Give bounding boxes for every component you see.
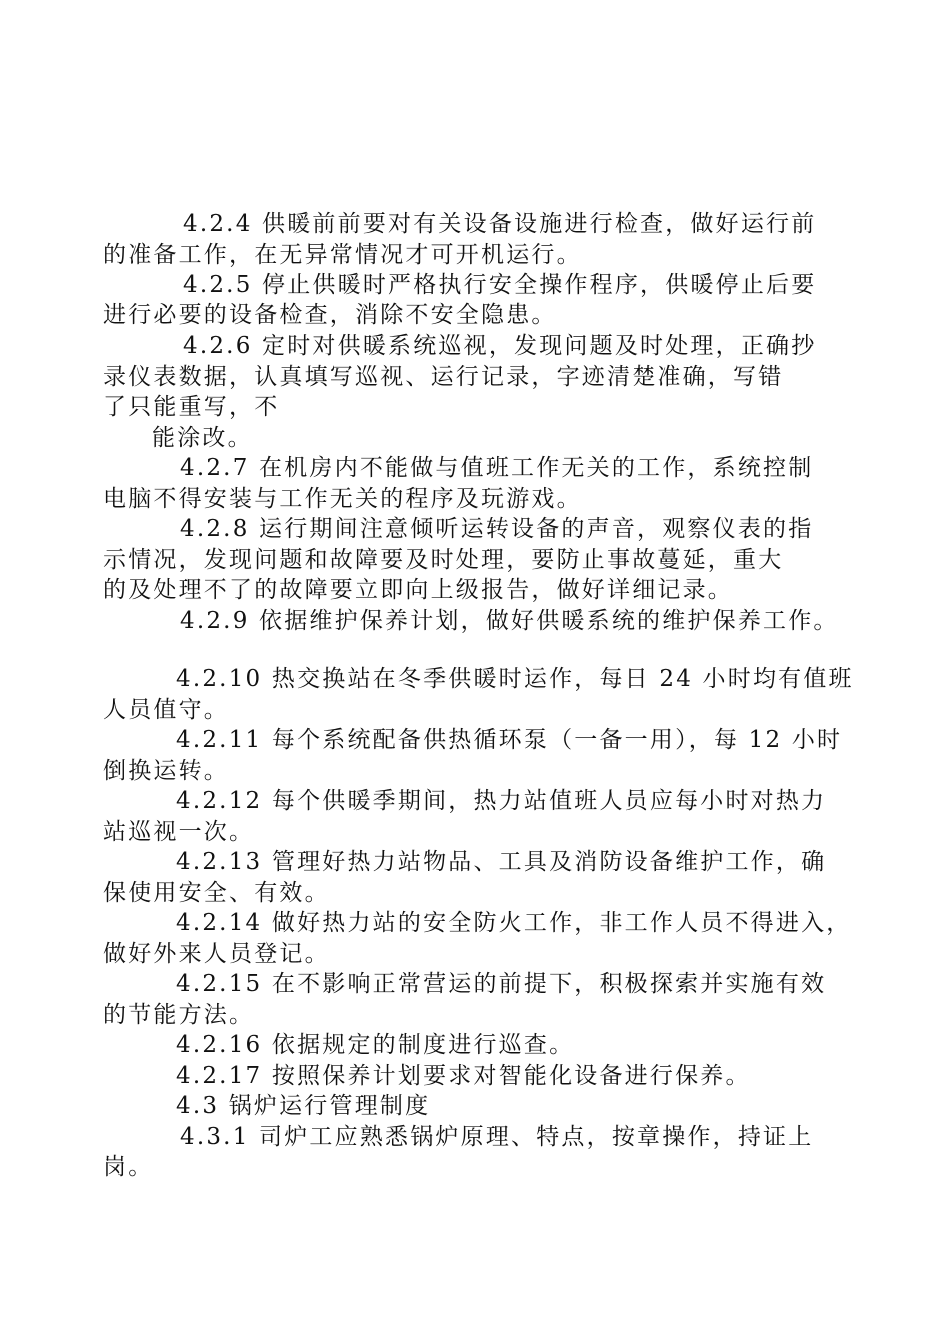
text-line: 4.2.12 每个供暖季期间，热力站值班人员应每小时对热力 bbox=[176, 788, 827, 814]
text-line: 能涂改。 bbox=[152, 425, 253, 451]
text-line: 4.2.5 停止供暖时严格执行安全操作程序，供暖停止后要 bbox=[183, 272, 817, 298]
text-line: 示情况，发现问题和故障要及时处理，要防止事故蔓延，重大 bbox=[103, 547, 784, 573]
text-line: 4.2.9 依据维护保养计划，做好供暖系统的维护保养工作。 bbox=[180, 608, 839, 634]
text-line: 站巡视一次。 bbox=[103, 819, 255, 845]
text-line: 岗。 bbox=[103, 1154, 154, 1180]
text-line: 倒换运转。 bbox=[103, 758, 229, 784]
text-line: 4.3.1 司炉工应熟悉锅炉原理、特点，按章操作，持证上 bbox=[180, 1124, 814, 1150]
text-line: 4.2.14 做好热力站的安全防火工作，非工作人员不得进入， bbox=[176, 910, 852, 936]
text-line: 4.2.13 管理好热力站物品、工具及消防设备维护工作，确 bbox=[176, 849, 827, 875]
text-line: 4.2.6 定时对供暖系统巡视，发现问题及时处理，正确抄 bbox=[183, 333, 817, 359]
text-line: 了只能重写，不 bbox=[103, 394, 280, 420]
text-line: 4.2.8 运行期间注意倾听运转设备的声音，观察仪表的指 bbox=[180, 516, 814, 542]
text-line: 4.2.17 按照保养计划要求对智能化设备进行保养。 bbox=[176, 1063, 751, 1089]
section-heading: 4.3 锅炉运行管理制度 bbox=[176, 1093, 431, 1119]
text-line: 4.2.4 供暖前前要对有关设备设施进行检查，做好运行前 bbox=[183, 211, 817, 237]
text-line: 保使用安全、有效。 bbox=[103, 880, 330, 906]
text-line: 4.2.10 热交换站在冬季供暖时运作，每日 24 小时均有值班 bbox=[176, 666, 854, 692]
text-line: 的准备工作，在无异常情况才可开机运行。 bbox=[103, 242, 582, 268]
text-line: 的节能方法。 bbox=[103, 1002, 255, 1028]
text-line: 进行必要的设备检查，消除不安全隐患。 bbox=[103, 302, 557, 328]
text-line: 4.2.11 每个系统配备供热循环泵（一备一用），每 12 小时 bbox=[176, 727, 843, 753]
text-line: 4.2.7 在机房内不能做与值班工作无关的工作，系统控制 bbox=[180, 455, 814, 481]
text-line: 人员值守。 bbox=[103, 697, 229, 723]
text-line: 4.2.15 在不影响正常营运的前提下，积极探索并实施有效 bbox=[176, 971, 827, 997]
text-line: 的及处理不了的故障要立即向上级报告，做好详细记录。 bbox=[103, 577, 733, 603]
text-line: 电脑不得安装与工作无关的程序及玩游戏。 bbox=[103, 486, 582, 512]
text-line: 录仪表数据，认真填写巡视、运行记录，字迹清楚准确，写错 bbox=[103, 364, 784, 390]
text-line: 4.2.16 依据规定的制度进行巡查。 bbox=[176, 1032, 575, 1058]
text-line: 做好外来人员登记。 bbox=[103, 941, 330, 967]
